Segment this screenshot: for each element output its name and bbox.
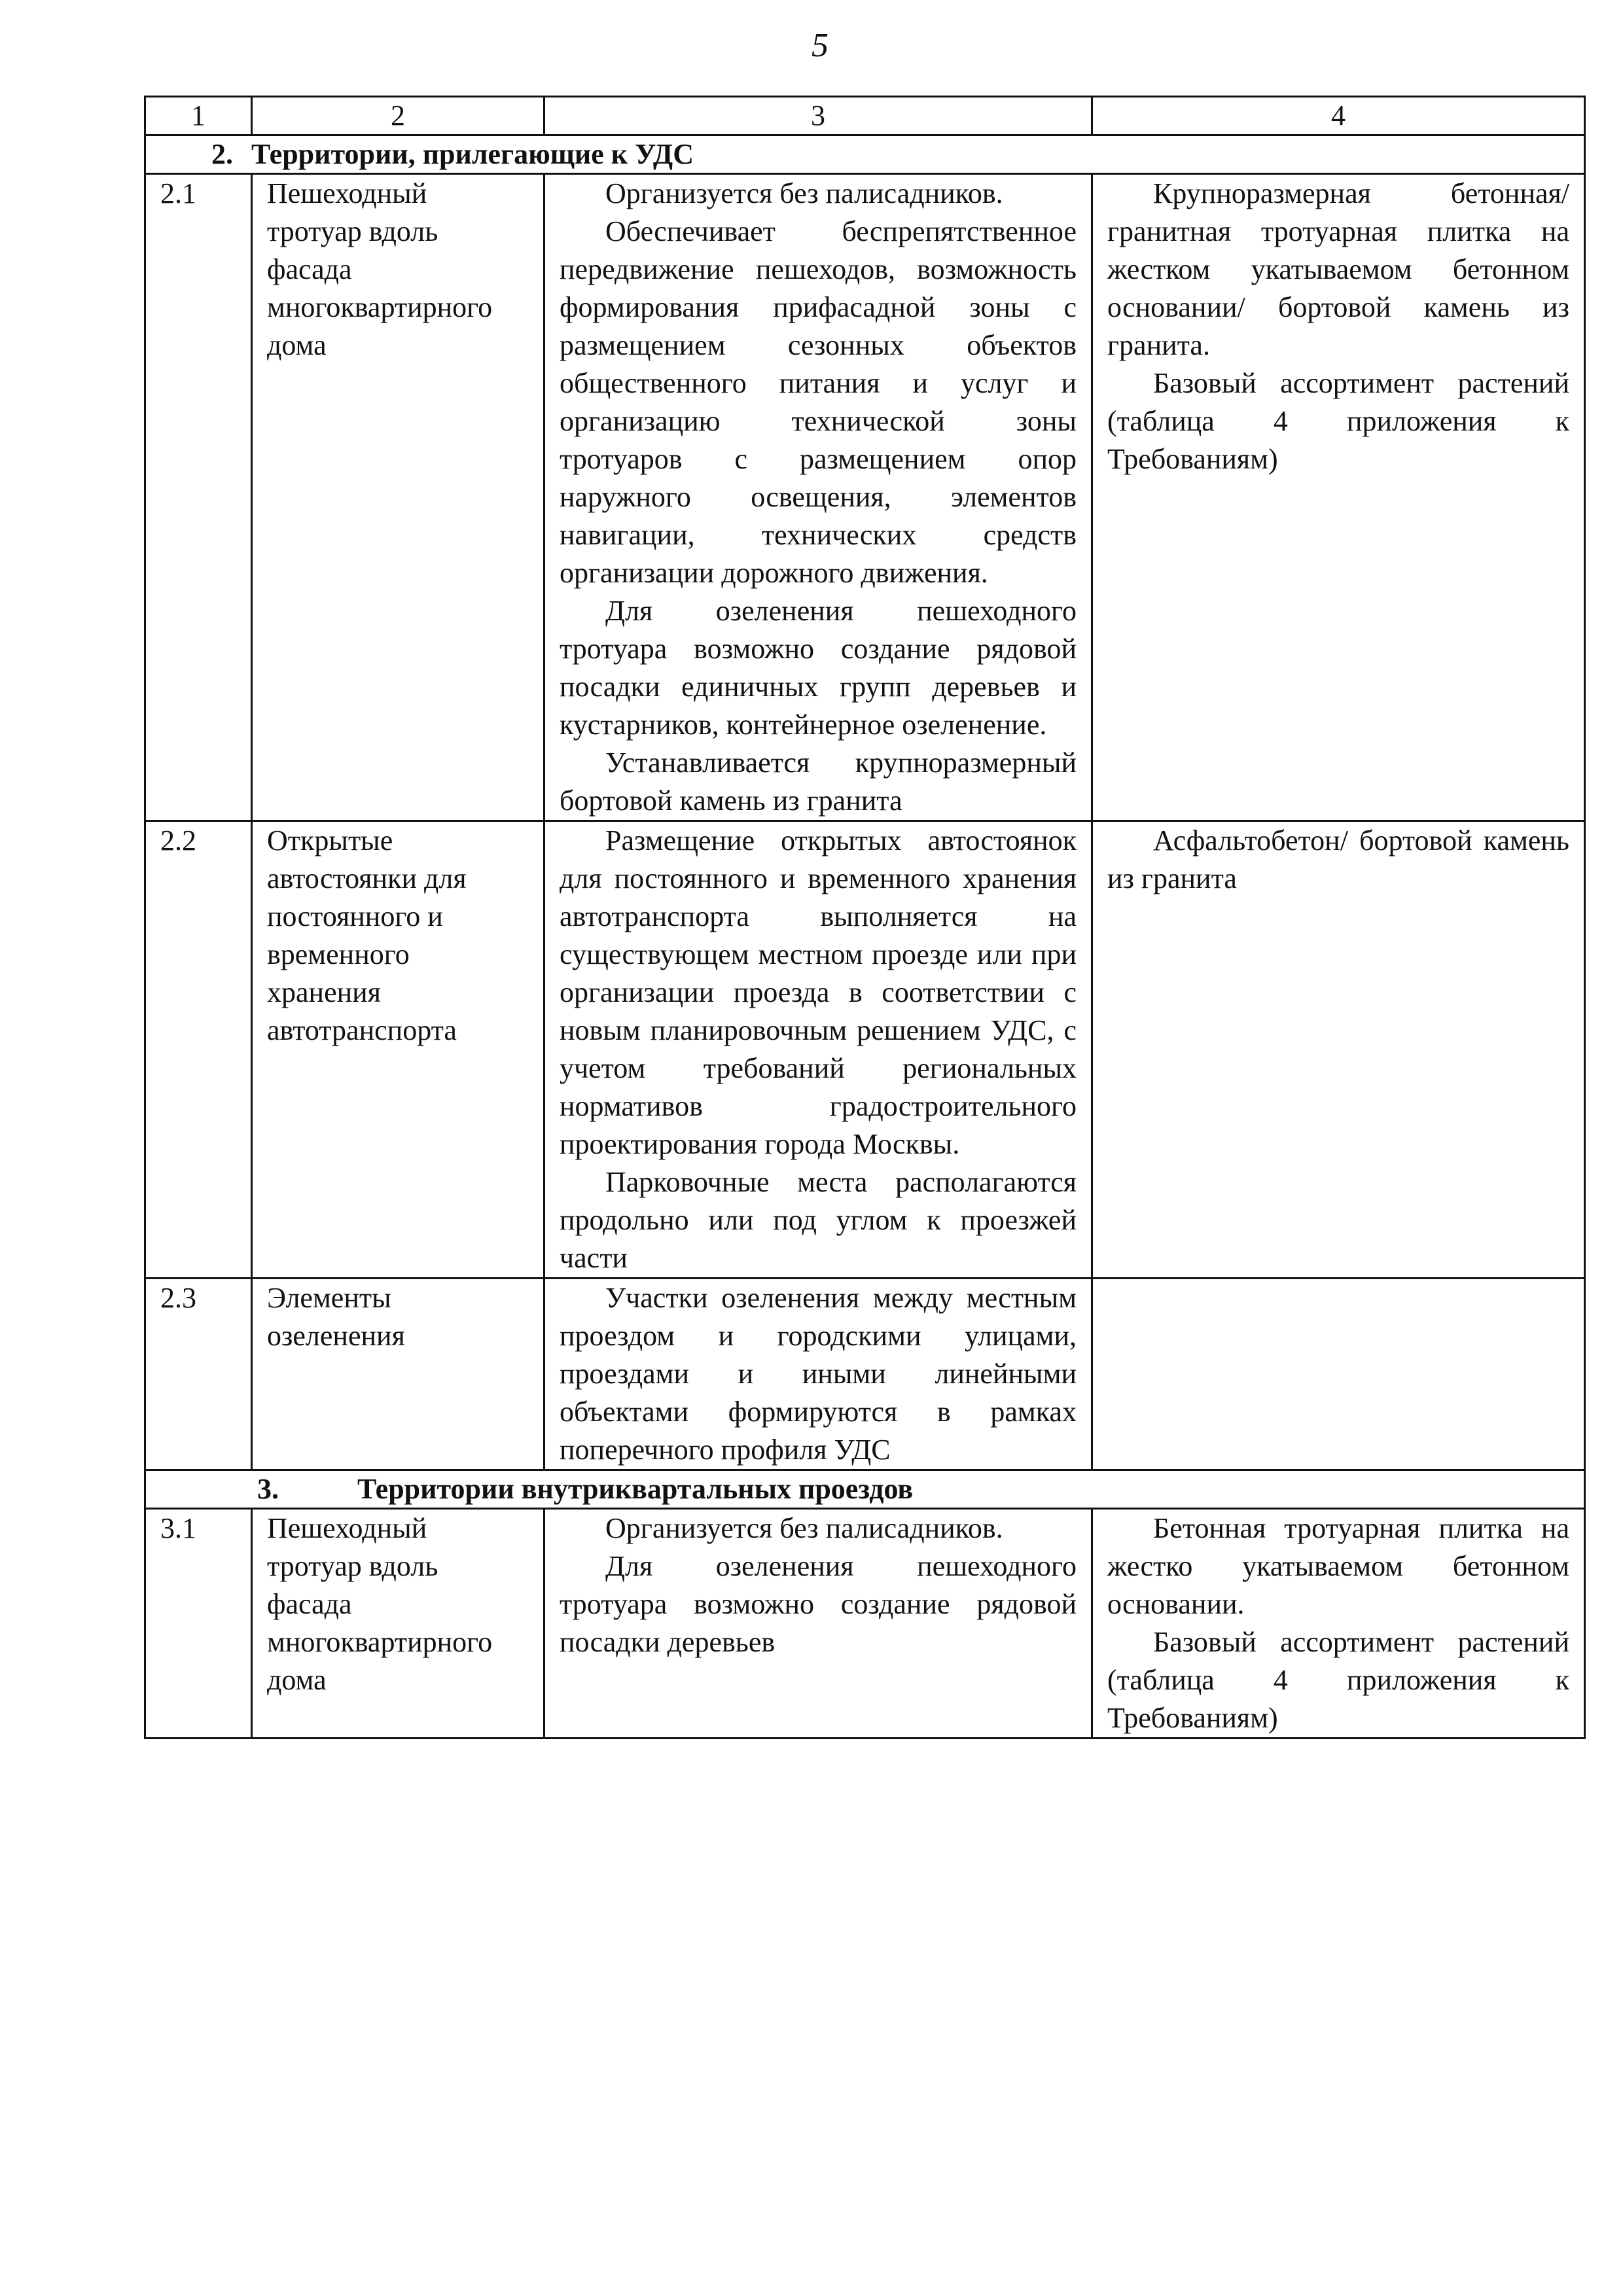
header-col-2: 2 bbox=[252, 97, 544, 135]
row-number: 2.3 bbox=[145, 1279, 252, 1470]
row-materials bbox=[1092, 174, 1585, 821]
materials-paragraph: Асфальтобетон/ бортовой камень из гранита bbox=[1107, 824, 1569, 894]
row-name: Пешеходный тротуар вдоль фасада многоквартирного дома bbox=[252, 1509, 544, 1739]
section-number: 3. bbox=[257, 1473, 279, 1505]
materials-paragraph: Крупноразмерная бетонная/гранитная тротуарная плитка на жестком укатываемом бетонном основании/ бортовой камень из гранита. bbox=[1107, 177, 1569, 361]
section-title-cell bbox=[145, 135, 1585, 174]
page-number: 5 bbox=[812, 27, 829, 64]
description-paragraph: Размещение открытых автостоянок для постоянного и временного хранения автотранспорта выполняется на существующем местном проезде или при организации проезда в соответствии с новым планировочным решением УДС, с учетом требований региональных нормативов градостроительного проектирования города Москвы. bbox=[560, 824, 1077, 1160]
description-paragraph: Устанавливается крупноразмерный бортовой камень из гранита bbox=[560, 747, 1077, 817]
table-row bbox=[145, 1509, 1585, 1739]
description-paragraph: Организуется без палисадников. bbox=[605, 177, 1003, 209]
row-description bbox=[544, 821, 1092, 1279]
row-materials bbox=[1092, 821, 1585, 1279]
table-row bbox=[145, 821, 1585, 1279]
row-description bbox=[544, 1509, 1092, 1739]
row-name: Открытые автостоянки для постоянного и временного хранения автотранспорта bbox=[252, 821, 544, 1279]
row-description bbox=[544, 1279, 1092, 1470]
materials-paragraph: Бетонная тротуарная плитка на жестко укатываемом бетонном основании. bbox=[1107, 1512, 1569, 1620]
row-number: 2.1 bbox=[145, 174, 252, 821]
row-materials bbox=[1092, 1509, 1585, 1739]
description-paragraph: Участки озеленения между местным проездом и городскими улицами, проездами и иными линейными объектами формируются в рамках поперечного профиля УДС bbox=[560, 1282, 1077, 1466]
section-title: Территории, прилегающие к УДС bbox=[251, 138, 694, 170]
description-paragraph: Обеспечивает беспрепятственное передвижение пешеходов, возможность формирования прифасадной зоны с размещением сезонных объектов общественного питания и услуг и организацию технической зоны тротуаров с размещением опор наружного освещения, элементов навигации, технических средств организации дорожного движения. bbox=[560, 215, 1077, 589]
row-description bbox=[544, 174, 1092, 821]
description-paragraph: Для озеленения пешеходного тротуара возможно создание рядовой посадки единичных групп деревьев и кустарников, контейнерное озеленение. bbox=[560, 595, 1077, 741]
materials-paragraph: Базовый ассортимент растений (таблица 4 приложения к Требованиям) bbox=[1107, 367, 1569, 475]
materials-paragraph: Базовый ассортимент растений (таблица 4 приложения к Требованиям) bbox=[1107, 1626, 1569, 1734]
table-header-row bbox=[145, 97, 1585, 135]
description-paragraph: Парковочные места располагаются продольно или под углом к проезжей части bbox=[560, 1166, 1077, 1274]
description-paragraph: Для озеленения пешеходного тротуара возможно создание рядовой посадки деревьев bbox=[560, 1550, 1077, 1658]
row-name: Элементы озеленения bbox=[252, 1279, 544, 1470]
table-row bbox=[145, 174, 1585, 821]
section-row-2 bbox=[145, 135, 1585, 174]
table-row bbox=[145, 1279, 1585, 1470]
header-col-1: 1 bbox=[145, 97, 252, 135]
row-number: 3.1 bbox=[145, 1509, 252, 1739]
row-materials-empty bbox=[1092, 1279, 1585, 1470]
header-col-4: 4 bbox=[1092, 97, 1585, 135]
row-name: Пешеходный тротуар вдоль фасада многоквартирного дома bbox=[252, 174, 544, 821]
section-row-3 bbox=[145, 1470, 1585, 1509]
description-paragraph: Организуется без палисадников. bbox=[605, 1512, 1003, 1544]
section-title: Территории внутриквартальных проездов bbox=[357, 1473, 914, 1505]
section-title-cell bbox=[145, 1470, 1585, 1509]
row-number: 2.2 bbox=[145, 821, 252, 1279]
section-number: 2. bbox=[211, 138, 233, 170]
header-col-3: 3 bbox=[544, 97, 1092, 135]
requirements-table bbox=[144, 96, 1586, 1739]
